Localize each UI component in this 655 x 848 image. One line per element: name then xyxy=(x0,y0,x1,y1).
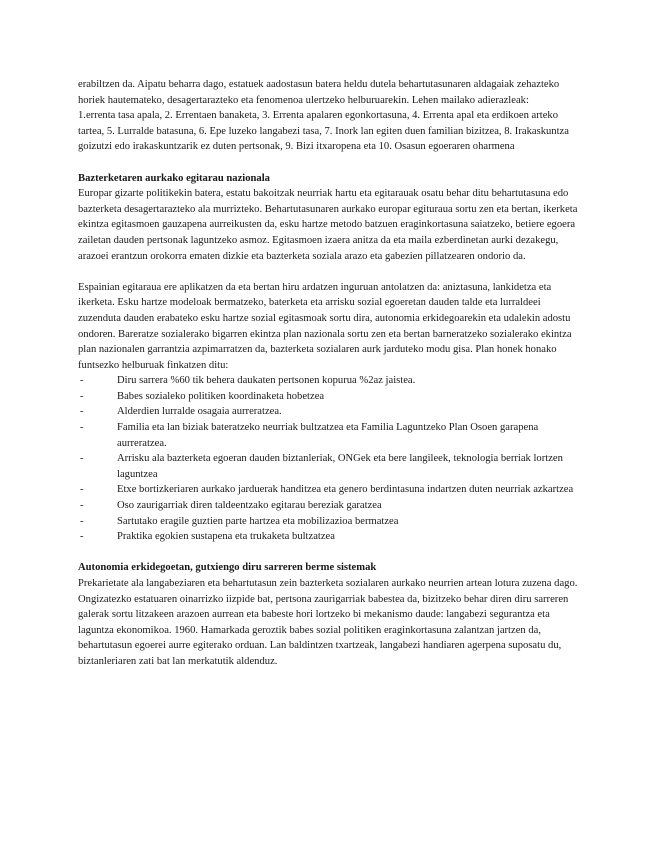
list-item-text: Oso zaurigarriak diren taldeentzako egitarau bereziak garatzea xyxy=(117,500,382,512)
list-item xyxy=(78,389,578,405)
list-dash: - xyxy=(80,422,84,434)
list-item xyxy=(78,514,578,530)
list-item-text: Familia eta lan biziak bateratzeko neurriak bultzatzea eta Familia Laguntzeko Plan Osoen garapena aurreratzea. xyxy=(117,422,539,449)
section2-paragraph-1: Prekarietate ala langabeziaren eta behartutasun zein bazterketa sozialaren aurkako neurrien artean lotura zuzena dago. Ongizatezko estatuaren oinarrizko iizpide bat, pertsona zaurigarriak babestea da, bizitzeko behar diren diru sarreren galerak sortu litzakeen arazoen aurrean eta babeste hori lortzeko bi mekanismo daude: langabezi segurantza eta laguntza ekonomikoa. 1960. Hamarkada geroztik babes sozial politiken eraginkortasuna zalantzan jartzen da, behartutasun egoerei aurre egiterako orduan. Lan baldintzen txartzeak, langabezi handiaren agerpena suposatu du, biztanleriaren zati bat lan merkatutik aldenduz. xyxy=(78,578,578,667)
list-dash: - xyxy=(80,500,84,512)
list-item xyxy=(78,420,578,451)
list-item-text: Praktika egokien sustapena eta trukaketa bultzatzea xyxy=(117,531,335,543)
list-item xyxy=(78,451,578,482)
section1-paragraph-2: Espainian egitaraua ere aplikatzen da eta bertan hiru ardatzen inguruan antolatzen da: aniztasuna, lankidetza eta ikerketa. Esku hartze modeloak bermatzeko, baterketa eta arrisku sozial egoeretan dauden talde eta lurraldeei zuzenduta dauden erabateko esku hartze sozial egitasmoak sortu dira, autonomia erkidegoarekin eta udalekin adostu ondoren. Bareratze sozialerako bigarren ekintza plan nazionala sortu zen eta bertan barneratzeko sozialerako ekintza plan nazionalen garrantzia azpimarratzen da, bazterketa sozialaren aurk jarduteko modu gisa. Plan honek honako funtsezko helburuak finkatzen ditu: xyxy=(78,281,572,371)
intro-paragraph: erabiltzen da. Aipatu beharra dago, estatuek aadostasun batera heldu dutela behartutasunaren aldagaiak zehazteko horiek hautemateko, desagertarazteko eta fenomenoa ulertzeko helburuarekin. Lehen mailako adierazleak: xyxy=(78,79,560,106)
list-dash: - xyxy=(80,453,84,465)
list-dash: - xyxy=(80,515,84,527)
list-item xyxy=(78,373,578,389)
list-dash: - xyxy=(80,531,84,543)
list-item xyxy=(78,498,578,514)
section-heading-autonomy-income: Autonomia erkidegoetan, gutxiengo diru sarreren berme sistemak xyxy=(78,562,377,574)
section-heading-national-program: Bazterketaren aurkako egitarau nazionala xyxy=(78,172,270,184)
list-dash: - xyxy=(80,406,84,418)
list-item-text: Sartutako eragile guztien parte hartzea eta mobilizazioa bermatzea xyxy=(117,515,399,527)
list-item xyxy=(78,529,578,545)
list-dash: - xyxy=(80,390,84,402)
list-item-text: Alderdien lurralde osagaia aurreratzea. xyxy=(117,406,282,418)
objectives-list xyxy=(78,373,578,545)
list-dash: - xyxy=(80,484,84,496)
list-item-text: Etxe bortizkeriaren aurkako jarduerak handitzea eta genero berdintasuna indartzen duten neurriak azkartzea xyxy=(117,484,574,496)
document-body xyxy=(78,77,578,670)
list-item xyxy=(78,482,578,498)
list-item-text: Babes sozialeko politiken koordinaketa hobetzea xyxy=(117,390,325,402)
list-dash: - xyxy=(80,375,84,387)
list-item-text: Arrisku ala bazterketa egoeran dauden biztanleriak, ONGek eta bere langileek, teknologia berriak lortzen laguntzea xyxy=(117,453,563,480)
list-item xyxy=(78,404,578,420)
section1-paragraph-1: Europar gizarte politikekin batera, estatu bakoitzak neurriak hartu eta egitarauak osatu behar ditu behartutasuna edo bazterketa desagertarazteko ala murrizteko. Behartutasunaren aurkako europar egituraua sortu zen eta bertan, ikerketa ekintza egitasmoen gauzapena aurreikusten da, esku hartze metodo batzuen eraginkortasuna saiatzeko, betiere egoera zailetan dauden pertsonak laguntzeko asmoz. Egitasmoen izaera anitza da eta maila ezberdinetan aurki dezakegu, arazoei erantzun orokorra ematen dizkie eta bazterketa soziala arazo eta gabezien pillatzearen ondorio da. xyxy=(78,188,578,262)
indicators-list-paragraph: 1.errenta tasa apala, 2. Errentaen banaketa, 3. Errenta apalaren egonkortasuna, 4. Errenta apal eta erdikoen arteko tartea, 5. Lurralde batasuna, 6. Epe luzeko langabezi tasa, 7. Inork lan egiten duen familian bizitzea, 8. Irakaskuntza goizutzi edo irakaskuntzarik ez duten pertsonak, 9. Bizi itxaropena eta 10. Osasun egoeraren oharmena xyxy=(78,110,569,153)
list-item-text: Diru sarrera %60 tik behera daukaten pertsonen kopurua %2az jaistea. xyxy=(117,375,416,387)
